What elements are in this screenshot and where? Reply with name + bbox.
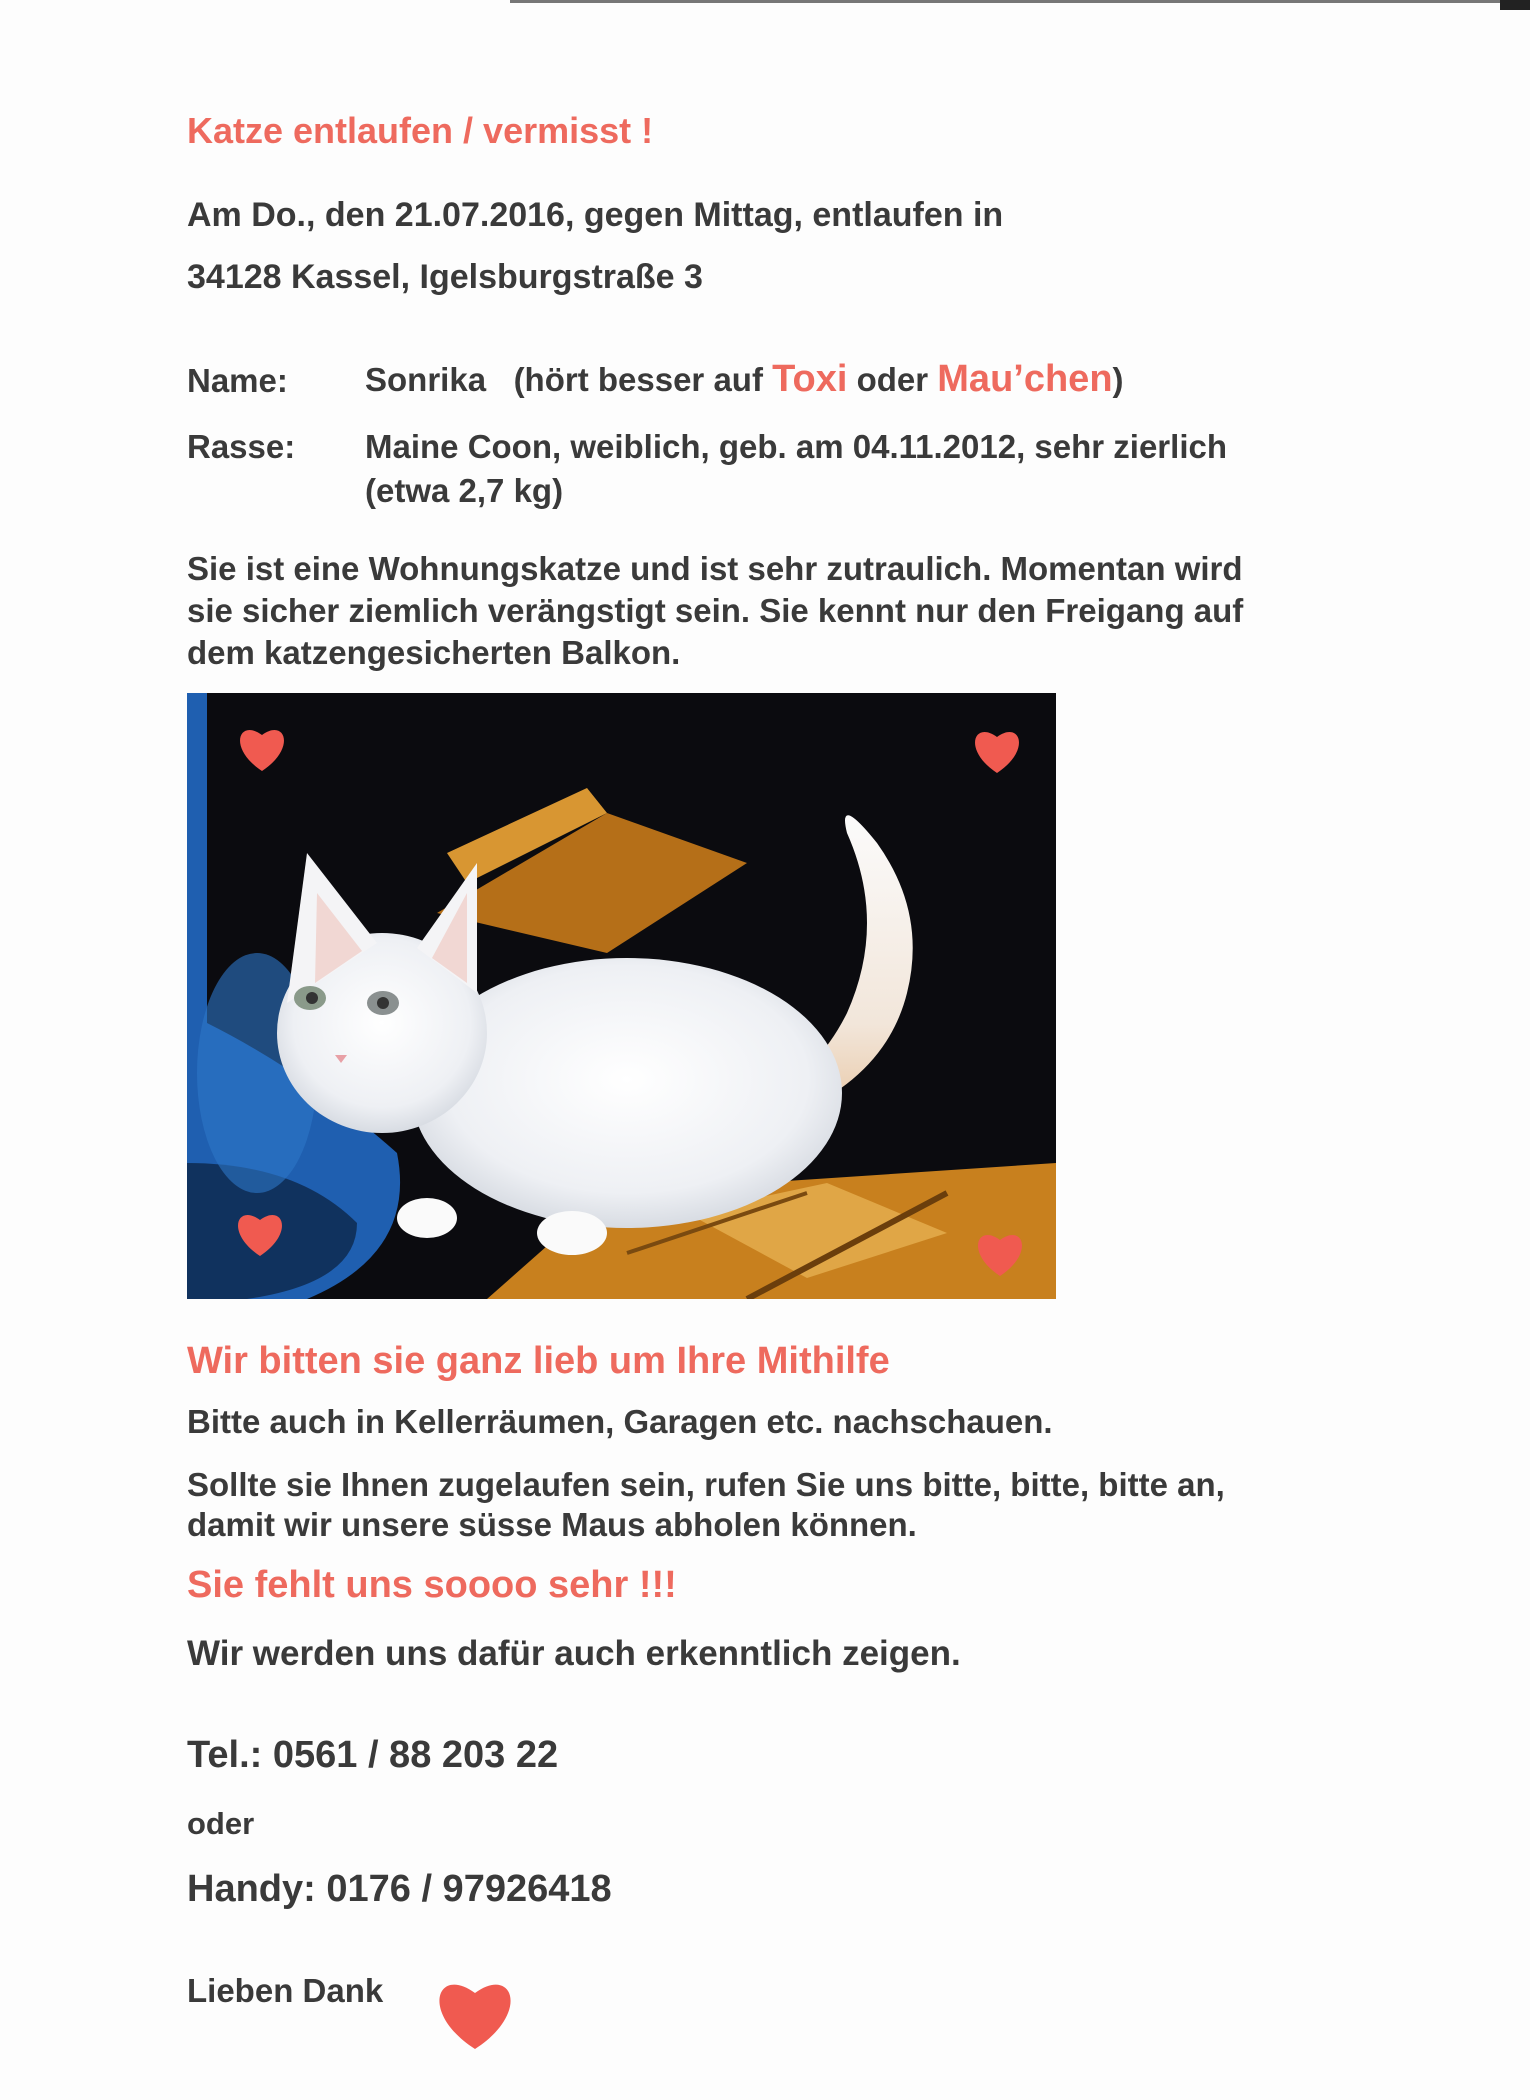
description-line-1: Sie ist eine Wohnungskatze und ist sehr zutraulich. Momentan wird	[187, 550, 1243, 587]
nickname-intro: (hört besser auf	[513, 361, 763, 398]
reward-text: Wir werden uns dafür auch erkenntlich zeigen.	[187, 1634, 961, 1673]
description-line-2: sie sicher ziemlich verängstigt sein. Sie kennt nur den Freigang auf	[187, 592, 1244, 629]
help-line-1: Bitte auch in Kellerräumen, Garagen etc. nachschauen.	[187, 1403, 1053, 1440]
scan-edge-line	[510, 0, 1510, 3]
nickname-mauchen: Mau’chen	[937, 358, 1113, 400]
contact-or: oder	[187, 1806, 255, 1841]
breed-line-1: Maine Coon, weiblich, geb. am 04.11.2012, sehr zierlich	[365, 428, 1227, 465]
scan-corner-mark	[1500, 0, 1530, 10]
help-line-3: damit wir unsere süsse Maus abholen können.	[187, 1506, 917, 1543]
heart-icon	[433, 1975, 517, 2051]
name-label: Name:	[187, 362, 288, 399]
intro-line-2: 34128 Kassel, Igelsburgstraße 3	[187, 258, 703, 296]
nickname-close: )	[1112, 361, 1124, 398]
intro-line-1: Am Do., den 21.07.2016, gegen Mittag, entlaufen in	[187, 196, 1004, 234]
cat-photo	[187, 693, 1056, 1299]
nickname-toxi: Toxi	[772, 358, 848, 400]
help-heading: Wir bitten sie ganz lieb um Ihre Mithilfe	[187, 1340, 890, 1382]
thanks-text: Lieben Dank	[187, 1972, 384, 2009]
nickname-or: oder	[856, 361, 929, 398]
cat-photo-illustration	[187, 693, 1056, 1299]
help-line-2: Sollte sie Ihnen zugelaufen sein, rufen Sie uns bitte, bitte, bitte an,	[187, 1466, 1225, 1503]
mobile-number: Handy: 0176 / 97926418	[187, 1868, 612, 1910]
page-title: Katze entlaufen / vermisst !	[187, 110, 654, 151]
breed-line-2: (etwa 2,7 kg)	[365, 472, 564, 509]
cat-name: Sonrika	[365, 361, 487, 398]
description-line-3: dem katzengesicherten Balkon.	[187, 634, 681, 671]
phone-number: Tel.: 0561 / 88 203 22	[187, 1734, 559, 1776]
miss-text: Sie fehlt uns soooo sehr !!!	[187, 1564, 677, 1606]
name-value-line	[365, 358, 1124, 401]
breed-label: Rasse:	[187, 428, 296, 465]
